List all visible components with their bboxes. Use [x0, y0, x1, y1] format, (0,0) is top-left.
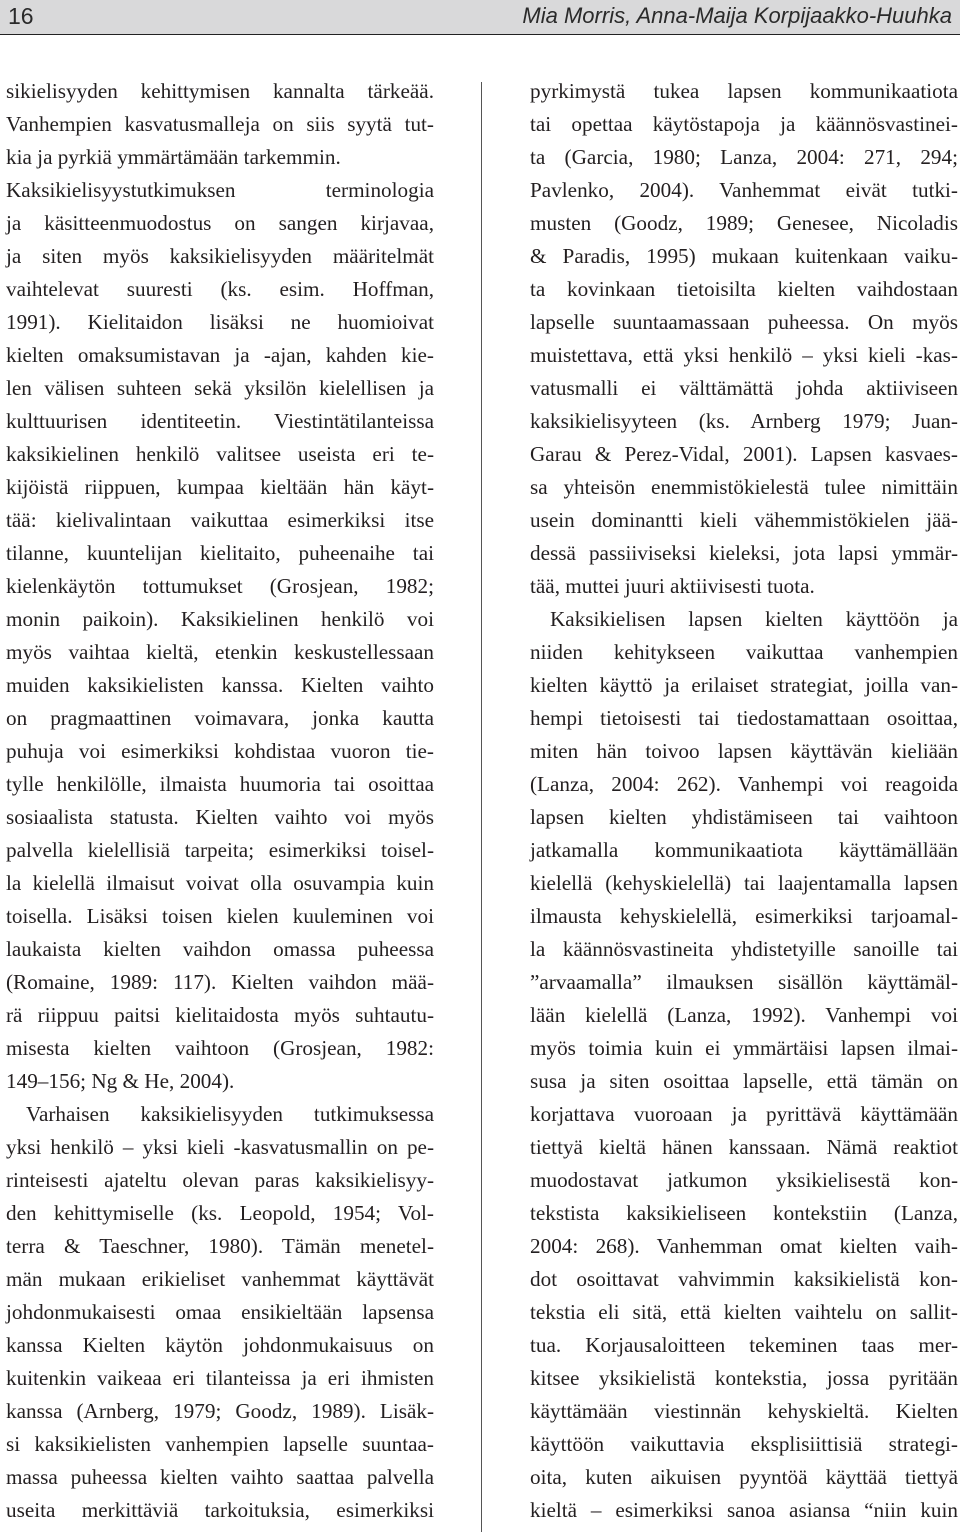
- text-line: miten hän toivoo lapsen käyttävän kieliään: [530, 739, 958, 763]
- text-line: pyrkimystä tukea lapsen kommunikaatiota: [530, 79, 958, 103]
- text-line: kitsee yksikielistä kontekstia, jossa pyritään: [530, 1366, 958, 1390]
- text-line: ta kovinkaan tietoisilta kielten vaihdostaan: [530, 277, 958, 301]
- text-line: (Romaine, 1989: 117). Kielten vaihdon mää-: [6, 970, 434, 994]
- text-line: misesta kielten vaihtoon (Grosjean, 1982:: [6, 1036, 434, 1060]
- column-divider: [481, 82, 482, 1532]
- text-line: kaksikielisyyteen (ks. Arnberg 1979; Juan-: [530, 409, 958, 433]
- text-line: kielenkäytön tottumukset (Grosjean, 1982;: [6, 574, 434, 598]
- text-line: puhuja voi esimerkiksi kohdistaa vuoron tie-: [6, 739, 434, 763]
- text-line: kielellä (kehyskielellä) tai laajentamalla lapsen: [530, 871, 958, 895]
- text-line: dessä passiiviseksi kieleksi, jota lapsi ymmär-: [530, 541, 958, 565]
- text-line: terra & Taeschner, 1980). Tämän menetel-: [6, 1234, 434, 1258]
- text-line: kia ja pyrkiä ymmärtämään tarkemmin.: [6, 145, 341, 169]
- text-line: tää, muttei juuri aktiivisesti tuota.: [530, 574, 815, 598]
- text-line: Kaksikielisyystutkimuksen terminologia: [6, 178, 434, 202]
- text-line: 1991). Kielitaidon lisäksi ne huomioivat: [6, 310, 434, 334]
- text-line: Kaksikielisen lapsen kielten käyttöön ja: [550, 607, 958, 631]
- text-line: den kehittymiselle (ks. Leopold, 1954; Vol-: [6, 1201, 434, 1225]
- text-line: & Paradis, 1995) mukaan kuitenkaan vaiku-: [530, 244, 958, 268]
- text-line: tiettyä kieltä hänen kanssaan. Nämä reaktiot: [530, 1135, 958, 1159]
- text-line: dot osoittavat vahvimmin kaksikielistä kon-: [530, 1267, 958, 1291]
- text-line: tekstia eli sitä, että kielten vaihtelu on sallit-: [530, 1300, 958, 1324]
- right-column: [530, 75, 958, 1527]
- text-line: johdonmukaisesti omaa ensikieltään lapsensa: [6, 1300, 434, 1324]
- text-line: (Lanza, 2004: 262). Vanhempi voi reagoida: [530, 772, 958, 796]
- text-line: si kaksikielisten vanhempien lapselle suuntaa-: [6, 1432, 434, 1456]
- text-line: niiden kehitykseen vaikuttaa vanhempien: [530, 640, 958, 664]
- text-line: Varhaisen kaksikielisyyden tutkimuksessa: [26, 1102, 434, 1126]
- text-line: Garau & Perez-Vidal, 2001). Lapsen kasvaes-: [530, 442, 958, 466]
- text-line: vaihtelevat suuresti (ks. esim. Hoffman,: [6, 277, 434, 301]
- page-header: [0, 0, 960, 35]
- text-line: muodostavat jatkumon yksikielisestä kon-: [530, 1168, 958, 1192]
- text-line: ”arvaamalla” ilmauksen sisällön käyttämäl-: [530, 970, 958, 994]
- text-line: kaksikielinen henkilö valitsee useista eri te-: [6, 442, 434, 466]
- text-line: massa puheessa kielten vaihto saattaa palvella: [6, 1465, 434, 1489]
- text-line: tylle henkilölle, ilmaista huumoria tai osoittaa: [6, 772, 434, 796]
- text-line: la käännösvastineita yhdistetyille sanoille tai: [530, 937, 958, 961]
- text-line: yksi henkilö – yksi kieli -kasvatusmallin on pe-: [6, 1135, 434, 1159]
- text-line: useita merkittäviä tarkoituksia, esimerkiksi: [6, 1498, 434, 1522]
- text-line: ilmausta kehyskielellä, esimerkiksi tarjoamal-: [530, 904, 958, 928]
- text-line: käyttämään viestinnän kehyskieltä. Kielten: [530, 1399, 958, 1423]
- text-line: musten (Goodz, 1989; Genesee, Nicoladis: [530, 211, 958, 235]
- text-line: tua. Korjausaloitteen tekeminen taas mer-: [530, 1333, 958, 1357]
- text-line: muiden kaksikielisten kanssa. Kielten vaihto: [6, 673, 434, 697]
- text-line: kanssa (Arnberg, 1979; Goodz, 1989). Lisäk-: [6, 1399, 434, 1423]
- text-line: kieltä – esimerkiksi sanoa asiansa “niin kuin: [530, 1498, 958, 1522]
- text-line: korjattava vuoroaan ja pyrittävä käyttämään: [530, 1102, 958, 1126]
- text-line: sikielisyyden kehittymisen kannalta tärkeää.: [6, 79, 434, 103]
- text-line: myös vaihtaa kieltä, etenkin keskustellessaan: [6, 640, 434, 664]
- text-line: sosiaalista statusta. Kielten vaihto voi myös: [6, 805, 434, 829]
- text-line: susa ja siten osoittaa lapselle, että tämän on: [530, 1069, 958, 1093]
- text-line: lään kielellä (Lanza, 1992). Vanhempi voi: [530, 1003, 958, 1027]
- text-line: monin paikoin). Kaksikielinen henkilö voi: [6, 607, 434, 631]
- text-line: käyttöön vaikuttavia eksplisiittisiä strategi-: [530, 1432, 958, 1456]
- text-line: rinteisesti ajateltu olevan paras kaksikielisyy-: [6, 1168, 434, 1192]
- text-line: rä riippuu paitsi kielitaidosta myös suhtautu-: [6, 1003, 434, 1027]
- text-line: kuitenkin vaikeaa eri tilanteissa ja eri ihmisten: [6, 1366, 434, 1390]
- text-line: on pragmaattinen voimavara, jonka kautta: [6, 706, 434, 730]
- text-line: jatkamalla kommunikaatiota käyttämällään: [530, 838, 958, 862]
- text-line: Vanhempien kasvatusmalleja on siis syytä tut-: [6, 112, 434, 136]
- text-line: ta (Garcia, 1980; Lanza, 2004: 271, 294;: [530, 145, 958, 169]
- text-line: ja käsitteenmuodostus on sangen kirjavaa,: [6, 211, 434, 235]
- text-line: män mukaan erikieliset vanhemmat käyttävät: [6, 1267, 434, 1291]
- text-line: muistettava, että yksi henkilö – yksi kieli -kas-: [530, 343, 958, 367]
- text-line: kanssa Kielten käytön johdonmukaisuus on: [6, 1333, 434, 1357]
- text-line: tekstista kaksikieliseen kontekstiin (Lanza,: [530, 1201, 958, 1225]
- text-line: lapsen kielten yhdistämiseen tai vaihtoon: [530, 805, 958, 829]
- text-line: tai opettaa käytöstapoja ja käännösvastinei-: [530, 112, 958, 136]
- text-line: kielten käyttö ja erilaiset strategiat, joilla van-: [530, 673, 958, 697]
- text-line: toisella. Lisäksi toisen kielen kuuleminen voi: [6, 904, 434, 928]
- text-line: la kielellä ilmaisut voivat olla osuvampia kuin: [6, 871, 434, 895]
- text-line: kijöistä riippuen, kumpaa kieltään hän käyt-: [6, 475, 434, 499]
- text-line: Pavlenko, 2004). Vanhemmat eivät tutki-: [530, 178, 958, 202]
- text-line: laukaista kielten vaihdon omassa puheessa: [6, 937, 434, 961]
- page-number: 16: [8, 3, 34, 29]
- left-column: [6, 75, 434, 1527]
- text-line: oita, kuten aikuisen pyyntöä käyttää tiettyä: [530, 1465, 958, 1489]
- text-line: tilanne, kuuntelijan kielitaito, puheenaihe tai: [6, 541, 434, 565]
- text-line: palvella kielellisiä tarpeita; esimerkiksi toisel-: [6, 838, 434, 862]
- text-line: myös toimia kuin ei ymmärtäisi lapsen ilmai-: [530, 1036, 958, 1060]
- text-line: 2004: 268). Vanhemman omat kielten vaih-: [530, 1234, 958, 1258]
- text-line: ja siten myös kaksikielisyyden määritelmät: [6, 244, 434, 268]
- text-line: tää: kielivalintaan vaikuttaa esimerkiksi itse: [6, 508, 434, 532]
- text-line: vatusmalli ei välttämättä johda aktiiviseen: [530, 376, 958, 400]
- text-line: kulttuurisen identiteetin. Viestintätilanteissa: [6, 409, 434, 433]
- text-line: usein dominantti kieli vähemmistökielen jää-: [530, 508, 958, 532]
- text-line: lapselle suuntaamassaan puheessa. On myös: [530, 310, 958, 334]
- text-line: 149–156; Ng & He, 2004).: [6, 1069, 235, 1093]
- text-line: hempi tietoisesti tai tiedostamattaan osoittaa,: [530, 706, 958, 730]
- text-line: sa yhteisön enemmistökielestä tulee nimittäin: [530, 475, 958, 499]
- text-line: kielten omaksumistavan ja -ajan, kahden kie-: [6, 343, 434, 367]
- running-head: Mia Morris, Anna-Maija Korpijaakko-Huuhka: [522, 3, 952, 28]
- text-line: len välisen suhteen sekä yksilön kielellisen ja: [6, 376, 434, 400]
